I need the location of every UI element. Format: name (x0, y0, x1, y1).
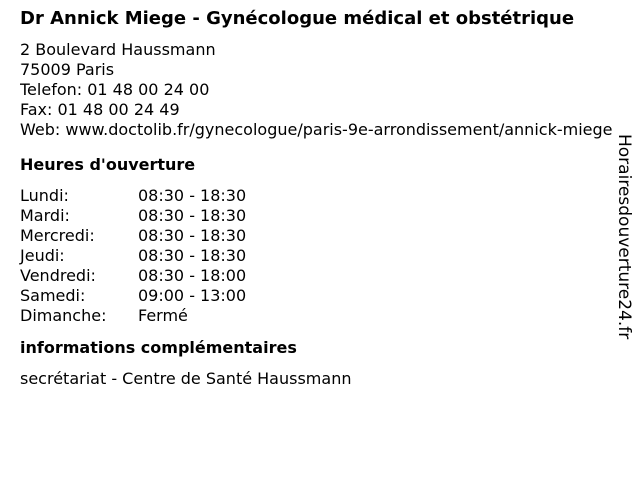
day-label: Vendredi: (20, 266, 96, 285)
brand-watermark: Horairesdouverture24.fr (614, 134, 634, 340)
hours-row-wednesday (20, 226, 615, 246)
website-link[interactable]: Web: www.doctolib.fr/gynecologue/paris-9e-arrondissement/annick-miege (20, 120, 613, 139)
hours-row-sunday (20, 306, 615, 326)
address-block (20, 40, 615, 140)
time-range: 08:30 - 18:30 (138, 206, 247, 225)
hours-row-tuesday (20, 206, 615, 226)
city-postcode: 75009 Paris (20, 60, 115, 79)
day-label: Lundi: (20, 186, 69, 205)
opening-hours-heading: Heures d'ouverture (20, 155, 196, 174)
street-address: 2 Boulevard Haussmann (20, 40, 216, 59)
day-label: Mercredi: (20, 226, 95, 245)
opening-hours-table (20, 186, 615, 326)
day-label: Dimanche: (20, 306, 107, 325)
day-label: Samedi: (20, 286, 86, 305)
time-range: 08:30 - 18:00 (138, 266, 247, 285)
day-label: Mardi: (20, 206, 70, 225)
time-range: 08:30 - 18:30 (138, 246, 247, 265)
time-range: 09:00 - 13:00 (138, 286, 247, 305)
fax-number: Fax: 01 48 00 24 49 (20, 100, 180, 119)
additional-info-heading: informations complémentaires (20, 338, 297, 357)
listing-card (20, 8, 615, 389)
hours-row-monday (20, 186, 615, 206)
time-range: 08:30 - 18:30 (138, 226, 247, 245)
hours-row-thursday (20, 246, 615, 266)
phone-number[interactable]: Telefon: 01 48 00 24 00 (20, 80, 210, 99)
hours-row-friday (20, 266, 615, 286)
hours-row-saturday (20, 286, 615, 306)
page-title: Dr Annick Miege - Gynécologue médical et obstétrique (20, 8, 575, 29)
time-range: 08:30 - 18:30 (138, 186, 247, 205)
time-range: Fermé (138, 306, 188, 325)
additional-info-text: secrétariat - Centre de Santé Haussmann (20, 369, 352, 388)
day-label: Jeudi: (20, 246, 65, 265)
